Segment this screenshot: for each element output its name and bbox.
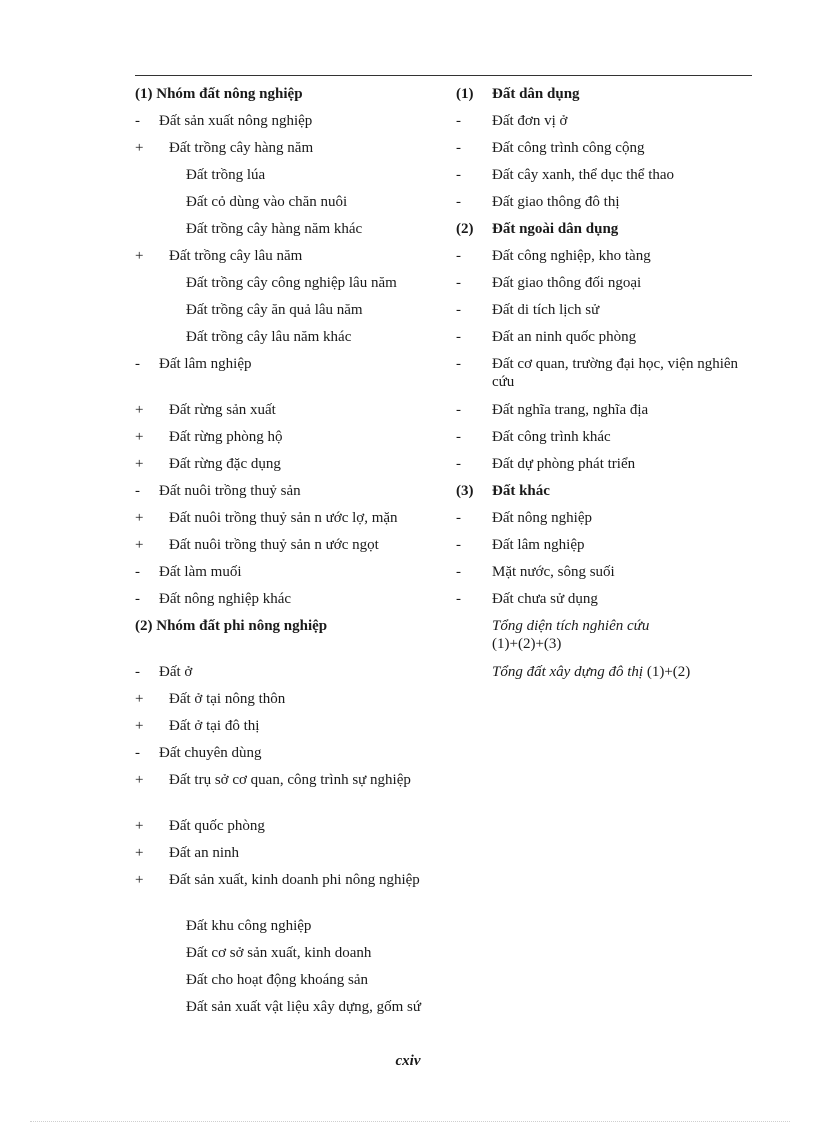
land-item-text: Đất rừng sản xuất <box>169 402 276 418</box>
right-column-urban-land-classification <box>456 85 756 690</box>
land-item-text: Đất trồng cây hàng năm <box>169 140 314 156</box>
land-type-text: Đất lâm nghiệp <box>492 537 585 553</box>
land-type-row <box>456 590 756 617</box>
land-item-text: Đất nông nghiệp khác <box>159 591 292 607</box>
land-item-row <box>135 328 455 355</box>
category-heading-row <box>456 220 756 247</box>
land-item-text: Đất an ninh <box>169 845 239 861</box>
land-item-row <box>135 166 455 193</box>
category-heading-marker: (2) <box>456 221 474 237</box>
land-item-row <box>135 563 455 590</box>
land-type-marker: - <box>456 167 461 183</box>
group-heading-row <box>135 85 455 112</box>
land-item-marker: - <box>135 483 140 499</box>
land-type-marker: - <box>456 429 461 445</box>
land-item-text: Đất nuôi trồng thuỷ sản n ước ngọt <box>169 537 379 553</box>
land-item-row <box>135 944 455 971</box>
land-type-row <box>456 193 756 220</box>
land-item-row <box>135 663 455 690</box>
land-item-text: Đất cho hoạt động khoáng sản <box>186 972 369 988</box>
land-item-marker: + <box>135 429 144 445</box>
category-heading-row <box>456 85 756 112</box>
land-item-row <box>135 971 455 998</box>
land-item-text: Đất trồng lúa <box>186 167 266 183</box>
land-item-text: Đất sản xuất nông nghiệp <box>159 113 313 129</box>
land-type-marker: - <box>456 356 461 372</box>
category-heading-text: Đất dân dụng <box>492 86 580 102</box>
land-type-marker: - <box>456 275 461 291</box>
land-item-marker: + <box>135 456 144 472</box>
land-type-row <box>456 509 756 536</box>
land-type-text: Đất giao thông đô thị <box>492 194 620 210</box>
land-item-row <box>135 247 455 274</box>
category-heading-row <box>456 482 756 509</box>
land-item-text: Đất sản xuất, kinh doanh phi nông nghiệp <box>169 872 420 888</box>
total-urban-construction-land <box>456 663 756 690</box>
land-type-row <box>456 301 756 328</box>
land-item-row <box>135 590 455 617</box>
land-item-marker: + <box>135 402 144 418</box>
land-type-text: Đất giao thông đối ngoại <box>492 275 642 291</box>
land-type-row <box>456 355 756 401</box>
land-item-text: Đất cỏ dùng vào chăn nuôi <box>186 194 348 210</box>
land-type-row <box>456 166 756 193</box>
land-item-row <box>135 274 455 301</box>
land-item-text: Đất làm muối <box>159 564 242 580</box>
land-type-marker: - <box>456 591 461 607</box>
land-item-row <box>135 817 455 844</box>
land-type-text: Đất di tích lịch sử <box>492 302 600 318</box>
land-type-marker: - <box>456 329 461 345</box>
land-item-row <box>135 690 455 717</box>
land-type-row <box>456 247 756 274</box>
land-type-marker: - <box>456 248 461 264</box>
land-item-row <box>135 536 455 563</box>
bottom-rule <box>30 1121 790 1122</box>
land-item-text: Đất trồng cây lâu năm khác <box>186 329 352 345</box>
total-urban-formula: (1)+(2) <box>646 664 691 680</box>
land-item-row <box>135 401 455 428</box>
land-item-marker: + <box>135 718 144 734</box>
land-type-text: Đất cây xanh, thể dục thể thao <box>492 167 675 183</box>
land-type-text: Đất nghĩa trang, nghĩa địa <box>492 402 649 418</box>
land-item-row <box>135 717 455 744</box>
land-item-marker: + <box>135 537 144 553</box>
land-item-text: Đất trồng cây hàng năm khác <box>186 221 363 237</box>
land-type-text: Đất chưa sử dụng <box>492 591 598 607</box>
land-item-text: Đất khu công nghiệp <box>186 918 312 934</box>
land-item-row <box>135 301 455 328</box>
land-item-row <box>135 917 455 944</box>
land-item-text: Đất ở tại đô thị <box>169 718 260 734</box>
land-item-row <box>135 744 455 771</box>
land-item-row <box>135 193 455 220</box>
total-research-formula: (1)+(2)+(3) <box>492 636 562 652</box>
land-item-text: Đất quốc phòng <box>169 818 265 834</box>
land-item-marker: - <box>135 664 140 680</box>
land-item-marker: + <box>135 248 144 264</box>
land-item-text: Đất chuyên dùng <box>159 745 262 761</box>
land-item-text: Đất trụ sở cơ quan, công trình sự nghiệp <box>169 772 411 788</box>
land-type-marker: - <box>456 510 461 526</box>
total-urban-label: Tổng đất xây dựng đô thị <box>492 664 644 680</box>
land-type-marker: - <box>456 302 461 318</box>
land-type-text: Đất đơn vị ở <box>492 113 568 129</box>
land-item-text: Đất lâm nghiệp <box>159 356 252 372</box>
land-item-marker: + <box>135 818 144 834</box>
group-heading-text: (1) Nhóm đất nông nghiệp <box>135 86 303 102</box>
land-item-marker: + <box>135 691 144 707</box>
land-item-marker: + <box>135 140 144 156</box>
land-item-row <box>135 428 455 455</box>
land-item-row <box>135 355 455 401</box>
land-item-text: Đất rừng đặc dụng <box>169 456 281 472</box>
land-type-text: Đất công trình khác <box>492 429 611 445</box>
land-type-marker: - <box>456 564 461 580</box>
land-item-marker: - <box>135 113 140 129</box>
land-type-marker: - <box>456 140 461 156</box>
land-type-row <box>456 112 756 139</box>
land-type-text: Mặt nước, sông suối <box>492 564 615 580</box>
land-item-row <box>135 998 455 1044</box>
land-item-text: Đất ở tại nông thôn <box>169 691 286 707</box>
land-item-marker: - <box>135 591 140 607</box>
land-item-marker: + <box>135 772 144 788</box>
group-heading-row <box>135 617 455 663</box>
land-type-text: Đất an ninh quốc phòng <box>492 329 637 345</box>
land-type-text: Đất công nghiệp, kho tàng <box>492 248 651 264</box>
land-item-row <box>135 139 455 166</box>
top-rule <box>135 75 752 76</box>
land-item-row <box>135 220 455 247</box>
land-item-marker: - <box>135 356 140 372</box>
land-item-marker: - <box>135 564 140 580</box>
land-type-row <box>456 139 756 166</box>
land-item-marker: + <box>135 510 144 526</box>
land-type-row <box>456 401 756 428</box>
land-type-text: Đất công trình công cộng <box>492 140 645 156</box>
land-type-marker: - <box>456 113 461 129</box>
land-item-marker: + <box>135 872 144 888</box>
land-item-text: Đất trồng cây ăn quả lâu năm <box>186 302 363 318</box>
left-column-agricultural-and-nonagricultural-land <box>135 85 455 1044</box>
land-type-marker: - <box>456 456 461 472</box>
land-item-marker: - <box>135 745 140 761</box>
land-item-row <box>135 455 455 482</box>
land-item-text: Đất rừng phòng hộ <box>169 429 283 445</box>
land-item-row <box>135 771 455 817</box>
land-type-row <box>456 328 756 355</box>
land-type-row <box>456 428 756 455</box>
land-type-row <box>456 563 756 590</box>
land-type-row <box>456 536 756 563</box>
category-heading-text: Đất ngoài dân dụng <box>492 221 619 237</box>
page-number: cxiv <box>395 1053 421 1069</box>
land-item-row <box>135 112 455 139</box>
land-type-text: Đất cơ quan, trường đại học, viện nghiên cứu <box>492 356 739 390</box>
land-type-row <box>456 455 756 482</box>
land-item-row <box>135 509 455 536</box>
land-type-marker: - <box>456 537 461 553</box>
land-type-text: Đất dự phòng phát triển <box>492 456 636 472</box>
category-heading-marker: (3) <box>456 483 474 499</box>
land-item-text: Đất sản xuất vật liệu xây dựng, gốm sứ <box>186 999 421 1015</box>
land-item-text: Đất cơ sở sản xuất, kinh doanh <box>186 945 372 961</box>
land-item-text: Đất trồng cây công nghiệp lâu năm <box>186 275 397 291</box>
land-item-row <box>135 482 455 509</box>
total-research-label: Tổng diện tích nghiên cứu <box>492 618 650 634</box>
category-heading-marker: (1) <box>456 86 474 102</box>
land-item-text: Đất nuôi trồng thuỷ sản n ước lợ, mặn <box>169 510 398 526</box>
land-type-marker: - <box>456 194 461 210</box>
total-research-area <box>456 617 756 663</box>
land-item-row <box>135 871 455 917</box>
land-item-text: Đất ở <box>159 664 193 680</box>
land-type-marker: - <box>456 402 461 418</box>
land-type-row <box>456 274 756 301</box>
land-item-text: Đất nuôi trồng thuỷ sản <box>159 483 301 499</box>
group-heading-text: (2) Nhóm đất phi nông nghiệp <box>135 618 328 634</box>
land-item-marker: + <box>135 845 144 861</box>
category-heading-text: Đất khác <box>492 483 550 499</box>
land-item-text: Đất trồng cây lâu năm <box>169 248 303 264</box>
land-item-row <box>135 844 455 871</box>
land-type-text: Đất nông nghiệp <box>492 510 592 526</box>
